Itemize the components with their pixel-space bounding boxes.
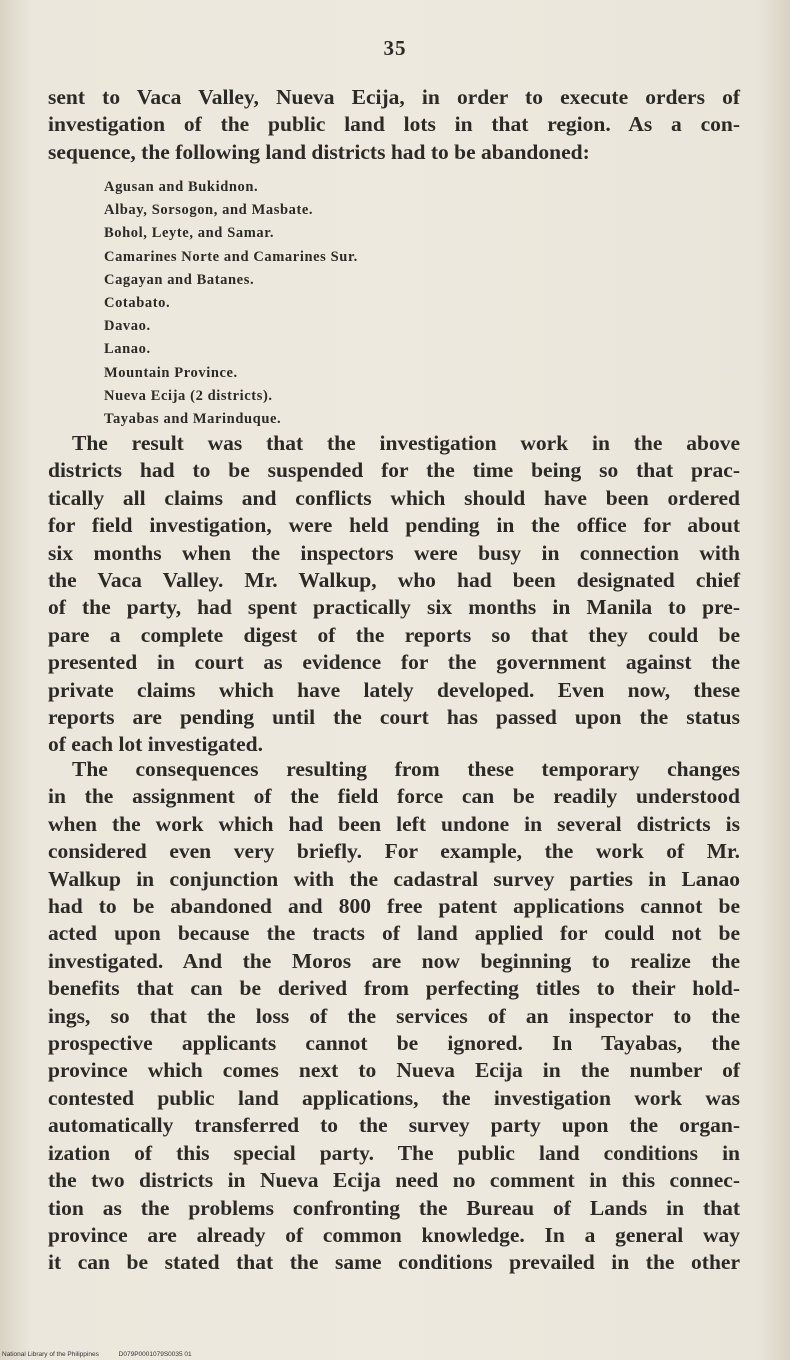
paragraph-consequences xyxy=(48,756,740,1277)
text-line: reports are pending until the court has passed upon the status xyxy=(48,705,740,730)
list-item: Mountain Province. xyxy=(104,364,238,381)
text-line: acted upon because the tracts of land applied for could not be xyxy=(48,921,740,946)
text-line: tion as the problems confronting the Bureau of Lands in that xyxy=(48,1195,740,1220)
text-line: automatically transferred to the survey party upon the organ- xyxy=(48,1113,740,1138)
list-item: Albay, Sorsogon, and Masbate. xyxy=(104,202,314,219)
text-line: of each lot investigated. xyxy=(48,732,263,757)
text-line: The consequences resulting from these temporary changes xyxy=(72,757,740,781)
list-item: Davao. xyxy=(104,318,151,335)
text-line: investigated. And the Moros are now beginning to realize the xyxy=(48,948,740,973)
list-item: Nueva Ecija (2 districts). xyxy=(104,387,273,404)
list-item: Cagayan and Batanes. xyxy=(104,271,255,288)
list-item: Camarines Norte and Camarines Sur. xyxy=(104,248,358,265)
text-line: of the party, had spent practically six months in Manila to pre- xyxy=(48,595,740,620)
text-line: in the assignment of the field force can be readily understood xyxy=(48,784,740,809)
page-number: 35 xyxy=(383,36,407,60)
text-line: when the work which had been left undone in several districts is xyxy=(48,811,740,836)
paragraph-result xyxy=(48,430,740,759)
text-line: pare a complete digest of the reports so that they could be xyxy=(48,622,740,647)
text-line: ization of this special party. The public land conditions in xyxy=(48,1140,740,1165)
text-line: sent to Vaca Valley, Nueva Ecija, in order to execute orders of xyxy=(48,85,740,109)
text-line: districts had to be suspended for the time being so that prac- xyxy=(48,458,740,483)
library-credit: National Library of the Philippines xyxy=(2,1351,99,1358)
text-line: prospective applicants cannot be ignored. In Tayabas, the xyxy=(48,1031,740,1056)
text-line: sequence, the following land districts had to be abandoned: xyxy=(48,139,590,164)
text-line: investigation of the public land lots in that region. As a con- xyxy=(48,112,740,137)
district-list xyxy=(104,176,358,431)
list-item: Lanao. xyxy=(104,341,151,358)
list-item: Bohol, Leyte, and Samar. xyxy=(104,225,275,242)
list-item: Tayabas and Marinduque. xyxy=(104,411,282,428)
text-line: tically all claims and conflicts which should have been ordered xyxy=(48,485,740,510)
text-line: province which comes next to Nueva Ecija in the number of xyxy=(48,1058,740,1083)
text-line: six months when the inspectors were busy in connection with xyxy=(48,540,740,565)
text-line: private claims which have lately developed. Even now, these xyxy=(48,677,740,702)
text-line: Walkup in conjunction with the cadastral survey parties in Lanao xyxy=(48,866,740,891)
text-line: benefits that can be derived from perfecting titles to their hold- xyxy=(48,976,740,1001)
text-line: The result was that the investigation work in the above xyxy=(72,431,740,455)
intro-paragraph xyxy=(48,84,740,166)
text-line: the two districts in Nueva Ecija need no comment in this connec- xyxy=(48,1168,740,1193)
text-line: province are already of common knowledge. In a general way xyxy=(48,1222,740,1247)
list-item: Agusan and Bukidnon. xyxy=(104,179,259,195)
text-line: for field investigation, were held pending in the office for about xyxy=(48,513,740,538)
text-line: it can be stated that the same conditions prevailed in the other xyxy=(48,1250,740,1275)
text-line: ings, so that the loss of the services of an inspector to the xyxy=(48,1003,740,1028)
text-line: considered even very briefly. For example, the work of Mr. xyxy=(48,839,740,864)
text-line: had to be abandoned and 800 free patent applications cannot be xyxy=(48,894,740,919)
document-code: D079P0001079S0035 01 xyxy=(118,1351,192,1358)
text-line: the Vaca Valley. Mr. Walkup, who had been designated chief xyxy=(48,568,740,593)
list-item: Cotabato. xyxy=(104,295,171,312)
text-line: presented in court as evidence for the government against the xyxy=(48,650,740,675)
scan-footer xyxy=(2,1351,210,1358)
text-line: contested public land applications, the investigation work was xyxy=(48,1085,740,1110)
